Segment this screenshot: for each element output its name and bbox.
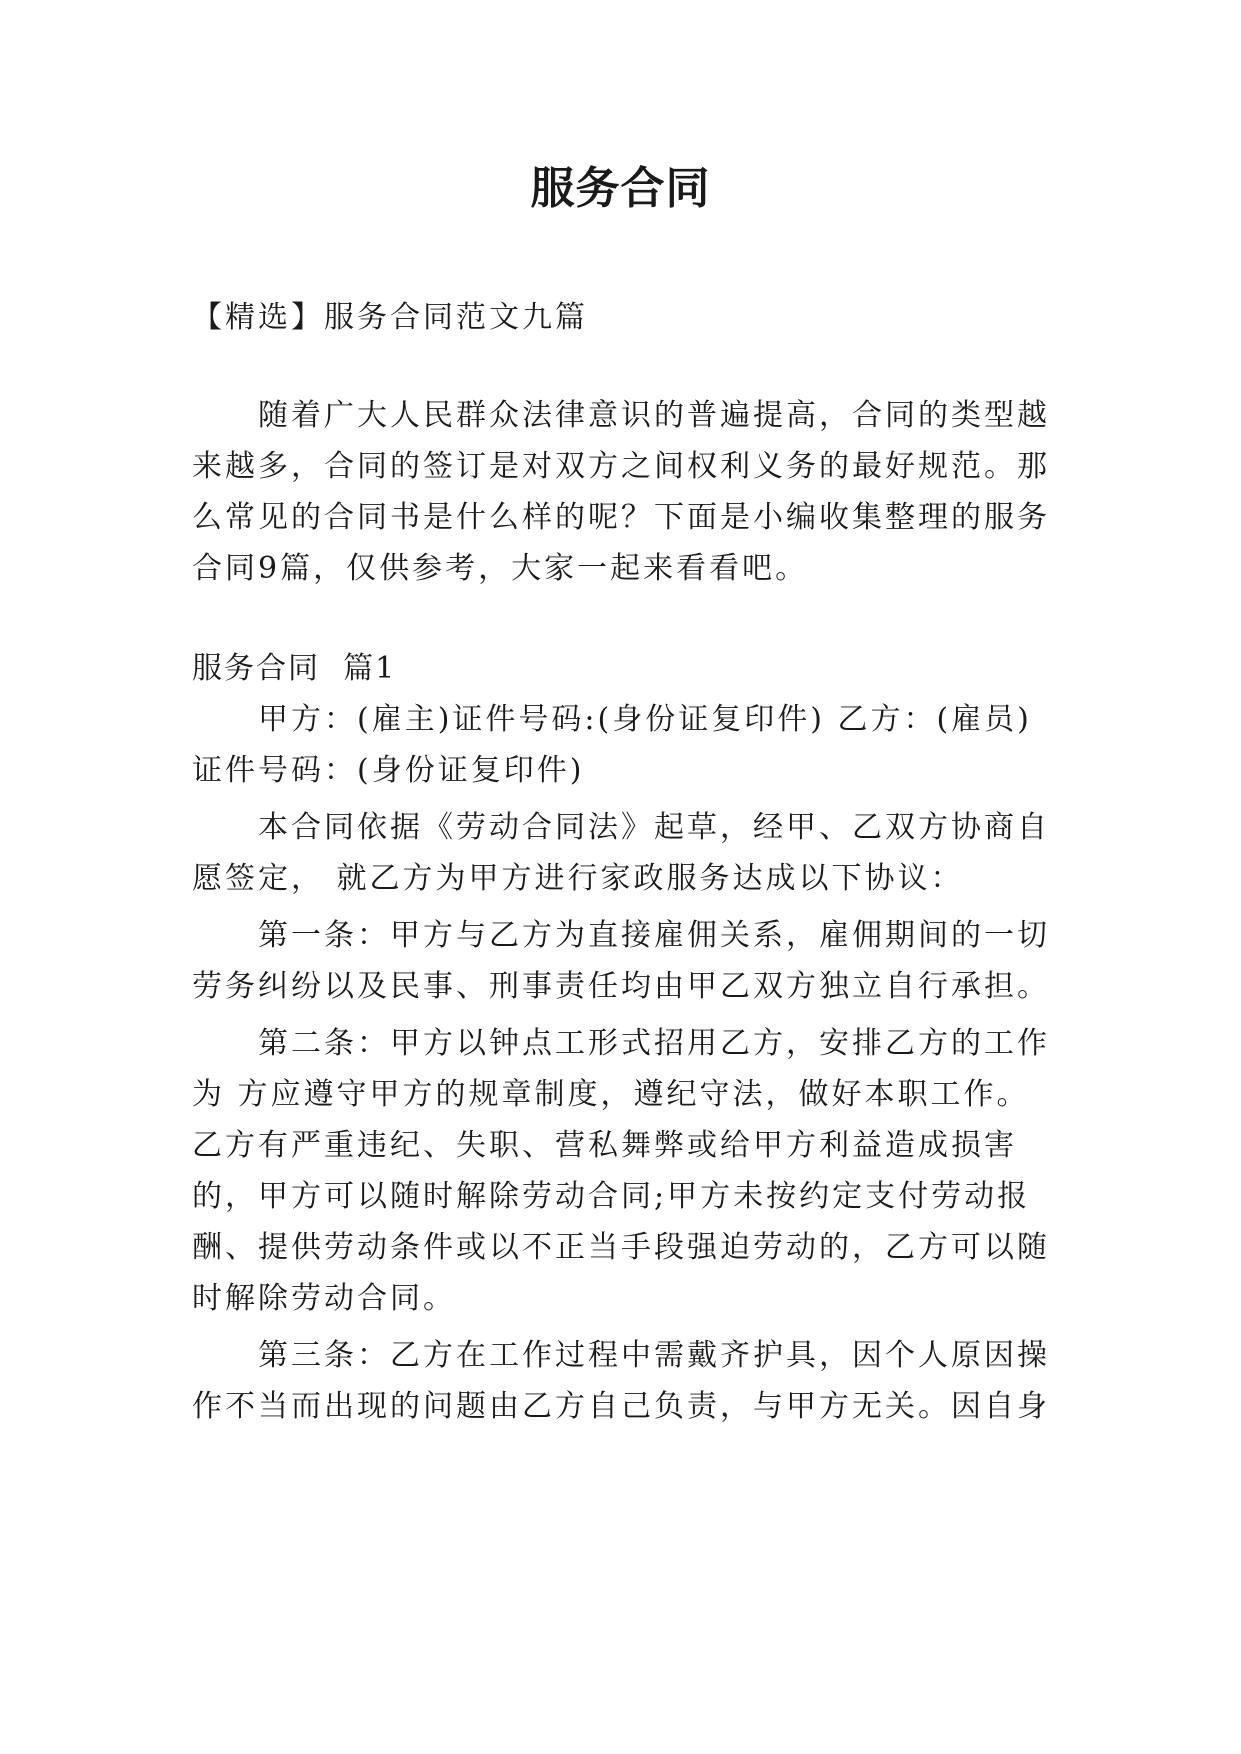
document-subtitle: 【精选】服务合同范文九篇	[192, 300, 588, 335]
document-body	[192, 292, 1062, 1432]
intro-paragraph: 随着广大人民群众法律意识的普遍提高，合同的类型越来越多，合同的签订是对双方之间权利义务的最好规范。那么常见的合同书是什么样的呢？下面是小编收集整理的服务合同9篇，仅供参考，大家一起来看看吧。	[192, 398, 1050, 586]
clause-parties: 甲方：(雇主)证件号码:(身份证复印件) 乙方：(雇员)证件号码：(身份证复印件)	[192, 702, 1032, 788]
document-title: 服务合同	[530, 163, 711, 214]
clause-article-1: 第一条：甲方与乙方为直接雇佣关系，雇佣期间的一切劳务纠纷以及民事、刑事责任均由甲乙双方独立自行承担。	[192, 918, 1050, 1004]
clause-preamble: 本合同依据《劳动合同法》起草，经甲、乙双方协商自愿签定， 就乙方为甲方进行家政服务达成以下协议：	[192, 810, 1050, 896]
clause-article-2: 第二条：甲方以钟点工形式招用乙方，安排乙方的工作为 方应遵守甲方的规章制度，遵纪守法，做好本职工作。乙方有严重违纪、失职、营私舞弊或给甲方利益造成损害的，甲方可以随时解除劳动合同;甲方未按约定支付劳动报酬、提供劳动条件或以不正当手段强迫劳动的，乙方可以随时解除劳动合同。	[192, 1026, 1050, 1316]
clause-article-3: 第三条：乙方在工作过程中需戴齐护具，因个人原因操作不当而出现的问题由乙方自己负责，与甲方无关。因自身	[192, 1338, 1050, 1424]
section-heading: 服务合同 篇1	[192, 651, 397, 686]
